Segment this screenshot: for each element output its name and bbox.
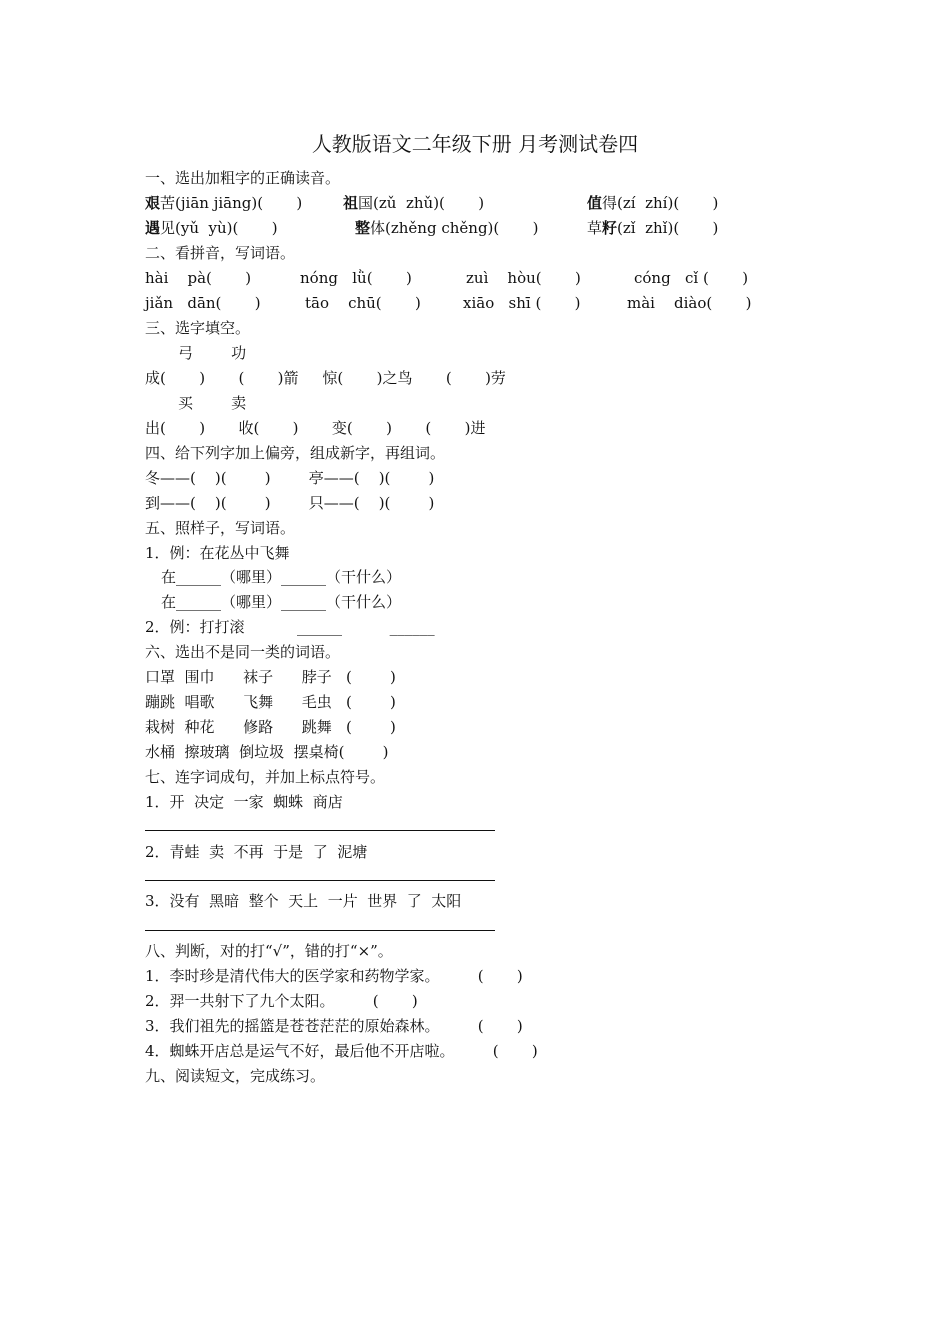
section-1-heading: 一、选出加粗字的正确读音。 xyxy=(145,169,341,187)
answer-line xyxy=(145,880,495,881)
item-text: 见(yǔ yù)( ) xyxy=(160,219,278,237)
radical-row-1: 冬——( )( ) 亭——( )( ) xyxy=(145,469,435,487)
pinyin-item: jiǎn dān( ) xyxy=(145,294,261,312)
pinyin-item: tāo chū( ) xyxy=(305,294,421,312)
section-8-heading: 八、判断，对的打“√”，错的打“×”。 xyxy=(145,942,393,960)
judge-q2: 2．羿一共射下了九个太阳。 ( ) xyxy=(145,992,418,1010)
word-group-row: 口罩 围巾 袜子 脖子 ( ) xyxy=(145,668,396,686)
judge-q1: 1．李时珍是清代伟大的医学家和药物学家。 ( ) xyxy=(145,967,523,985)
sentence-q2: 2．青蛙 卖 不再 于是 了 泥塘 xyxy=(145,843,368,861)
s1-item-4 xyxy=(145,218,278,238)
section-7-heading: 七、连字词成句，并加上标点符号。 xyxy=(145,768,386,786)
item-text: 苦(jiān jiāng)( ) xyxy=(160,194,303,212)
section-4-heading: 四、给下列字加上偏旁，组成新字，再组词。 xyxy=(145,444,446,462)
pinyin-item: nóng lǜ( ) xyxy=(300,269,412,287)
fill-row-2: 出( ) 收( ) 变( ) ( )进 xyxy=(145,419,486,437)
char-choice-2: 买 卖 xyxy=(178,394,247,412)
bold-char: 遇 xyxy=(145,219,161,237)
s1-item-6 xyxy=(587,218,718,238)
section-5-heading: 五、照样子，写词语。 xyxy=(145,519,296,537)
page-title: 人教版语文二年级下册 月考测试卷四 xyxy=(311,132,639,156)
example-2: 2．例：打打滚 ______ ______ xyxy=(145,618,435,636)
char-choice-1: 弓 功 xyxy=(178,344,247,362)
example-1-line-a: 在______（哪里）______（干什么） xyxy=(161,568,402,586)
pinyin-item: hài pà( ) xyxy=(145,269,252,287)
word-group-row: 水桶 擦玻璃 倒垃圾 摆桌椅( ) xyxy=(145,743,389,761)
s1-item-5 xyxy=(355,218,538,238)
pinyin-item: cóng cǐ ( ) xyxy=(634,269,749,287)
pinyin-item: zuì hòu( ) xyxy=(466,269,581,287)
bold-char: 籽 xyxy=(602,219,618,237)
answer-line xyxy=(145,930,495,931)
fill-row-1: 成( ) ( )箭 惊( )之鸟 ( )劳 xyxy=(145,369,506,387)
bold-char: 祖 xyxy=(343,194,359,212)
bold-char: 艰 xyxy=(145,194,161,212)
section-2-heading: 二、看拼音，写词语。 xyxy=(145,244,296,262)
s1-item-3 xyxy=(587,193,718,213)
word-group-row: 蹦跳 唱歌 飞舞 毛虫 ( ) xyxy=(145,693,396,711)
bold-char: 整 xyxy=(355,219,371,237)
radical-row-2: 到——( )( ) 只——( )( ) xyxy=(145,494,435,512)
sentence-q1: 1．开 决定 一家 蜘蛛 商店 xyxy=(145,793,343,811)
judge-q3: 3．我们祖先的摇篮是苍苍茫茫的原始森林。 ( ) xyxy=(145,1017,523,1035)
judge-q4: 4．蜘蛛开店总是运气不好，最后他不开店啦。 ( ) xyxy=(145,1042,538,1060)
s1-item-1 xyxy=(145,193,302,213)
section-3-heading: 三、选字填空。 xyxy=(145,319,251,337)
item-text: 体(zhěng chěng)( ) xyxy=(370,219,539,237)
example-1: 1．例：在花丛中飞舞 xyxy=(145,544,290,562)
sentence-q3: 3．没有 黑暗 整个 天上 一片 世界 了 太阳 xyxy=(145,892,462,910)
s1-item-2 xyxy=(343,193,484,213)
item-text: 得(zí zhí)( ) xyxy=(602,194,719,212)
word-group-row: 栽树 种花 修路 跳舞 ( ) xyxy=(145,718,396,736)
example-1-line-b: 在______（哪里）______（干什么） xyxy=(161,593,402,611)
item-text: 国(zǔ zhǔ)( ) xyxy=(358,194,485,212)
bold-char: 值 xyxy=(587,194,603,212)
item-prefix: 草 xyxy=(587,219,603,237)
section-6-heading: 六、选出不是同一类的词语。 xyxy=(145,643,341,661)
section-9-heading: 九、阅读短文，完成练习。 xyxy=(145,1067,326,1085)
pinyin-item: mài diào( ) xyxy=(627,294,752,312)
pinyin-item: xiāo shī ( ) xyxy=(463,294,581,312)
item-text: (zǐ zhǐ)( ) xyxy=(617,219,719,237)
answer-line xyxy=(145,830,495,831)
